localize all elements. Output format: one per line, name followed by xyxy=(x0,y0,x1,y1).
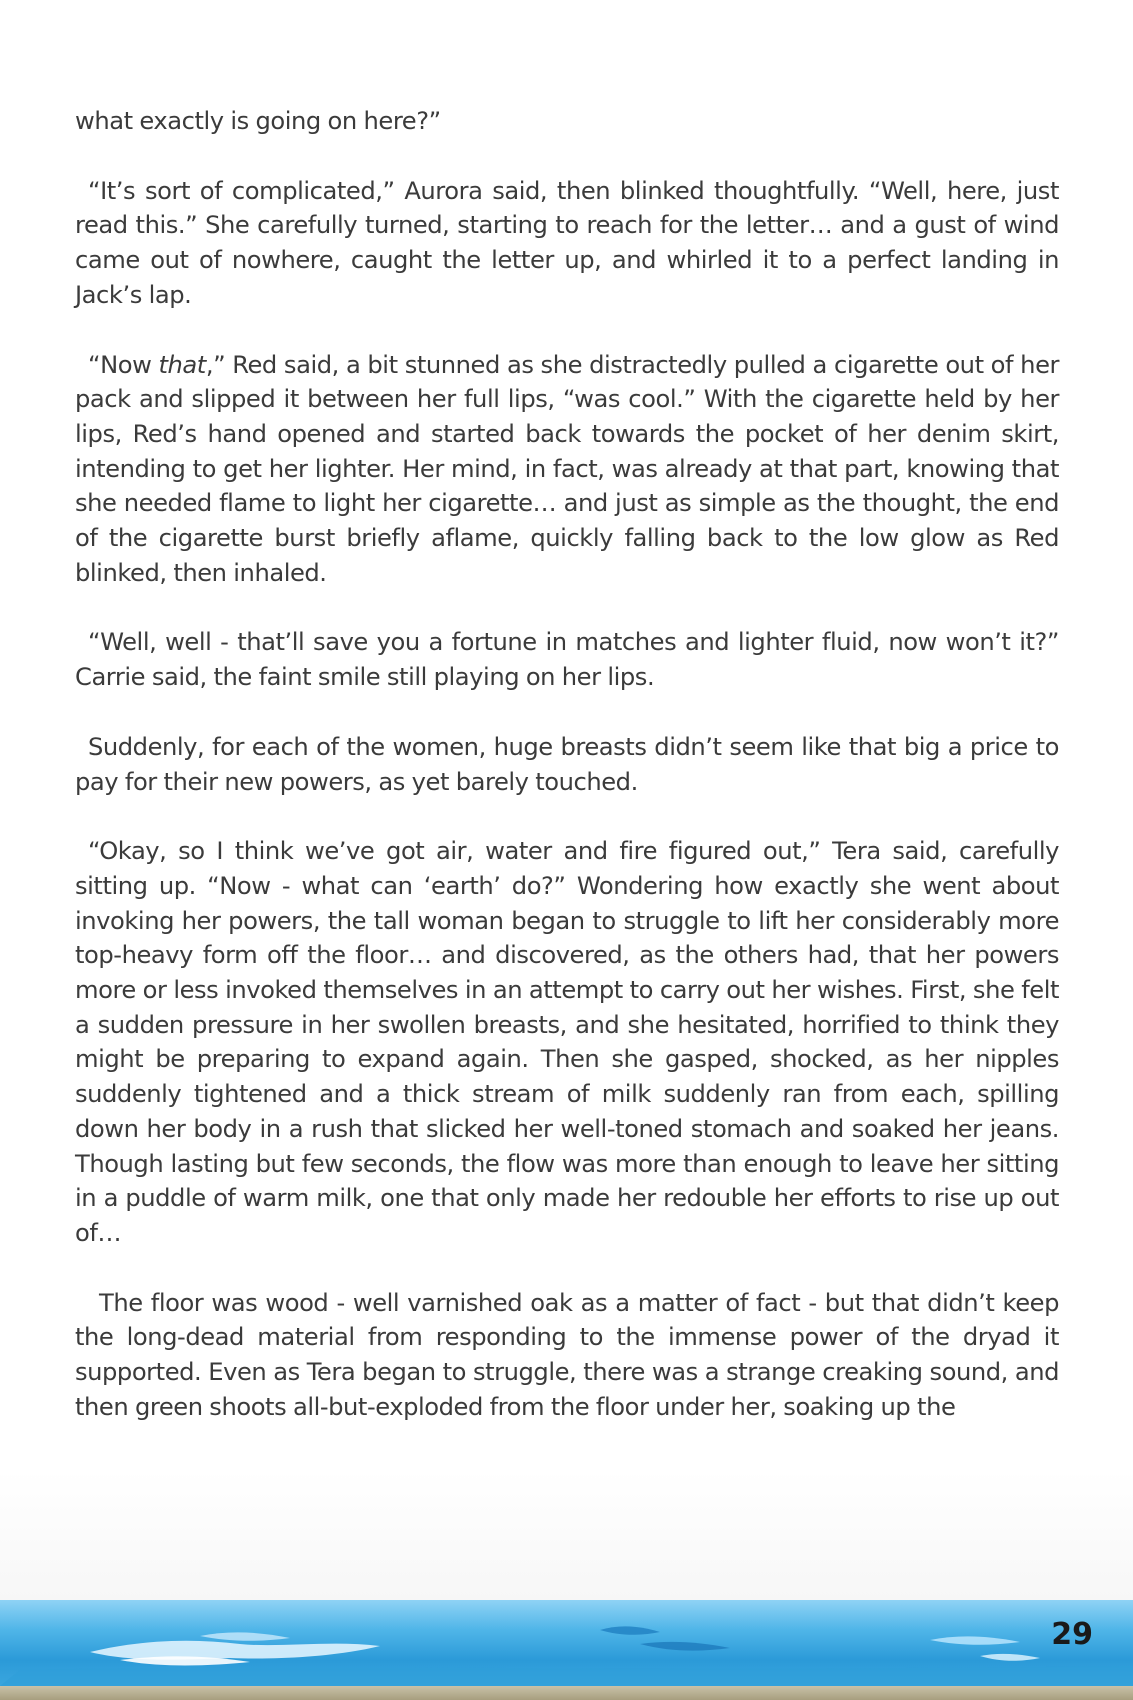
footer-stripe xyxy=(0,1686,1133,1700)
paragraph-3-emphasis: that xyxy=(158,350,206,379)
footer-fade xyxy=(0,1470,1133,1600)
paragraph-5: Suddenly, for each of the women, huge breasts didn’t seem like that big a price to pay for their new powers, as yet barely touched. xyxy=(75,732,1059,796)
paragraph-2: “It’s sort of complicated,” Aurora said, then blinked thoughtfully. “Well, here, just read this.” She carefully turned, starting to reach for the letter… and a gust of wind came out of nowhere, caught the letter up, and whirled it to a perfect landing in Jack’s lap. xyxy=(75,176,1059,309)
paragraph-3-lead: “Now xyxy=(88,350,159,379)
paragraph-3 xyxy=(75,348,1059,591)
paragraph-4: “Well, well - that’ll save you a fortune in matches and lighter fluid, now won’t it?” Carrie said, the faint smile still playing on her lips. xyxy=(75,628,1059,692)
water-splash-decoration xyxy=(0,1600,1133,1686)
paragraph-3-rest: ,” Red said, a bit stunned as she distractedly pulled a cigarette out of her pack and slipped it between her full lips, “was cool.” With the cigarette held by her lips, Red’s hand opened and started back towards the pocket of her denim skirt, intending to get her lighter. Her mind, in fact, was already at that part, knowing that she needed flame to light her cigarette… and just as simple as the thought, the end of the cigarette burst briefly aflame, quickly falling back to the low glow as Red blinked, then inhaled. xyxy=(75,350,1059,587)
footer-water-band xyxy=(0,1600,1133,1686)
paragraph-1: what exactly is going on here?” xyxy=(75,107,441,135)
body-text xyxy=(75,104,1059,1460)
paragraph-6: “Okay, so I think we’ve got air, water and fire figured out,” Tera said, carefully sitting up. “Now - what can ‘earth’ do?” Wondering how exactly she went about invoking her powers, the tall woman began to struggle to lift her considerably more top-heavy form off the floor… and discovered, as the others had, that her powers more or less invoked themselves in an attempt to carry out her wishes. First, she felt a sudden pressure in her swollen breasts, and she hesitated, horrified to think they might be preparing to expand again. Then she gasped, shocked, as her nipples suddenly tightened and a thick stream of milk suddenly ran from each, spilling down her body in a rush that slicked her well-toned stomach and soaked her jeans. Though lasting but few seconds, the flow was more than enough to leave her sitting in a puddle of warm milk, one that only made her redouble her efforts to rise up out of… xyxy=(75,837,1059,1247)
page-number: 29 xyxy=(1051,1617,1093,1652)
paragraph-7: The floor was wood - well varnished oak as a matter of fact - but that didn’t keep the long-dead material from responding to the immense power of the dryad it supported. Even as Tera began to struggle, there was a strange creaking sound, and then green shoots all-but-exploded from the floor under her, soaking up the xyxy=(75,1288,1059,1421)
